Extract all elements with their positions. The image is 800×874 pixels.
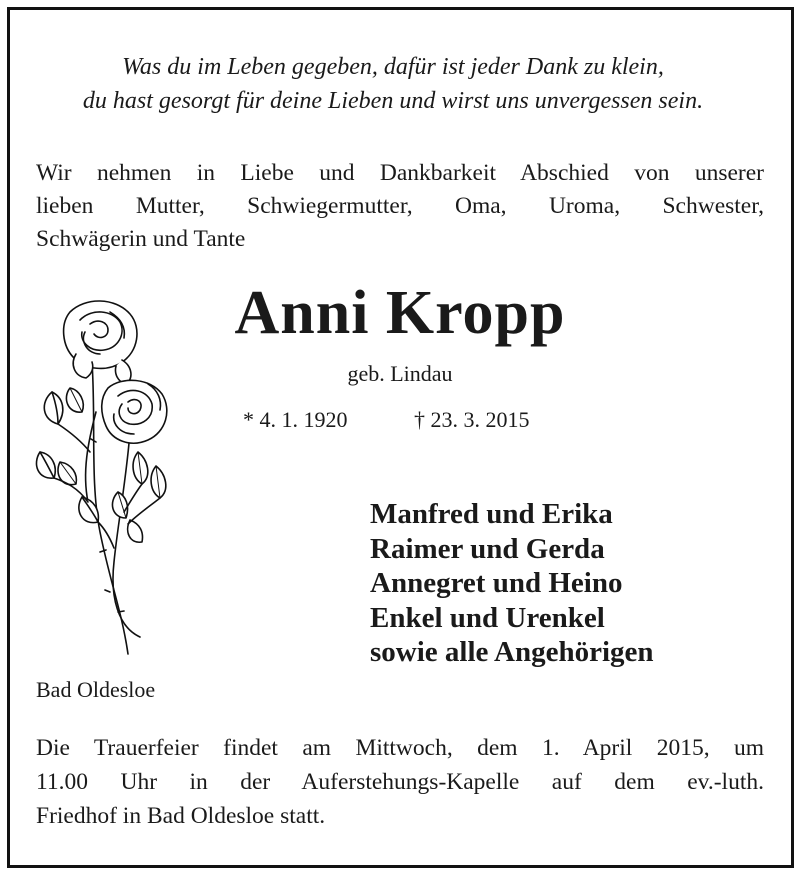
intro-line-3: Schwägerin und Tante (36, 226, 246, 252)
mourner-entry: Raimer und Gerda (370, 532, 605, 565)
deceased-name: Anni Kropp (234, 279, 566, 347)
ceremony-line-3: Friedhof in Bad Oldesloe statt. (36, 803, 326, 829)
birth-date: * 4. 1. 1920 (243, 407, 348, 432)
intro-text (36, 157, 764, 256)
ceremony-line-1: Die Trauerfeier findet am Mittwoch, dem 1. April 2015, um (36, 735, 764, 761)
ceremony-line-2: 11.00 Uhr in der Auferstehungs-Kapelle auf dem ev.-luth. (36, 769, 764, 795)
roses-illustration (30, 292, 180, 657)
memorial-motto (0, 50, 786, 118)
mourner-entry: Enkel und Urenkel (370, 601, 605, 634)
mourners-list (370, 497, 770, 670)
motto-line-2: du hast gesorgt für deine Lieben und wirst uns unvergessen sein. (82, 88, 704, 114)
motto-line-1: Was du im Leben gegeben, dafür ist jeder Dank zu klein, (122, 54, 664, 80)
maiden-name: geb. Lindau (347, 361, 453, 386)
mourner-entry: sowie alle Angehörigen (370, 636, 654, 668)
ceremony-text (36, 731, 764, 833)
intro-line-2: lieben Mutter, Schwiegermutter, Oma, Uroma, Schwester, (36, 193, 764, 219)
place-name: Bad Oldesloe (36, 677, 156, 702)
intro-line-1: Wir nehmen in Liebe und Dankbarkeit Abschied von unserer (36, 160, 764, 186)
rose-flower (102, 380, 167, 443)
rose-flower (64, 301, 137, 384)
mourner-entry: Annegret und Heino (370, 567, 623, 599)
mourner-entry: Manfred und Erika (370, 498, 613, 530)
death-date: † 23. 3. 2015 (414, 407, 530, 432)
